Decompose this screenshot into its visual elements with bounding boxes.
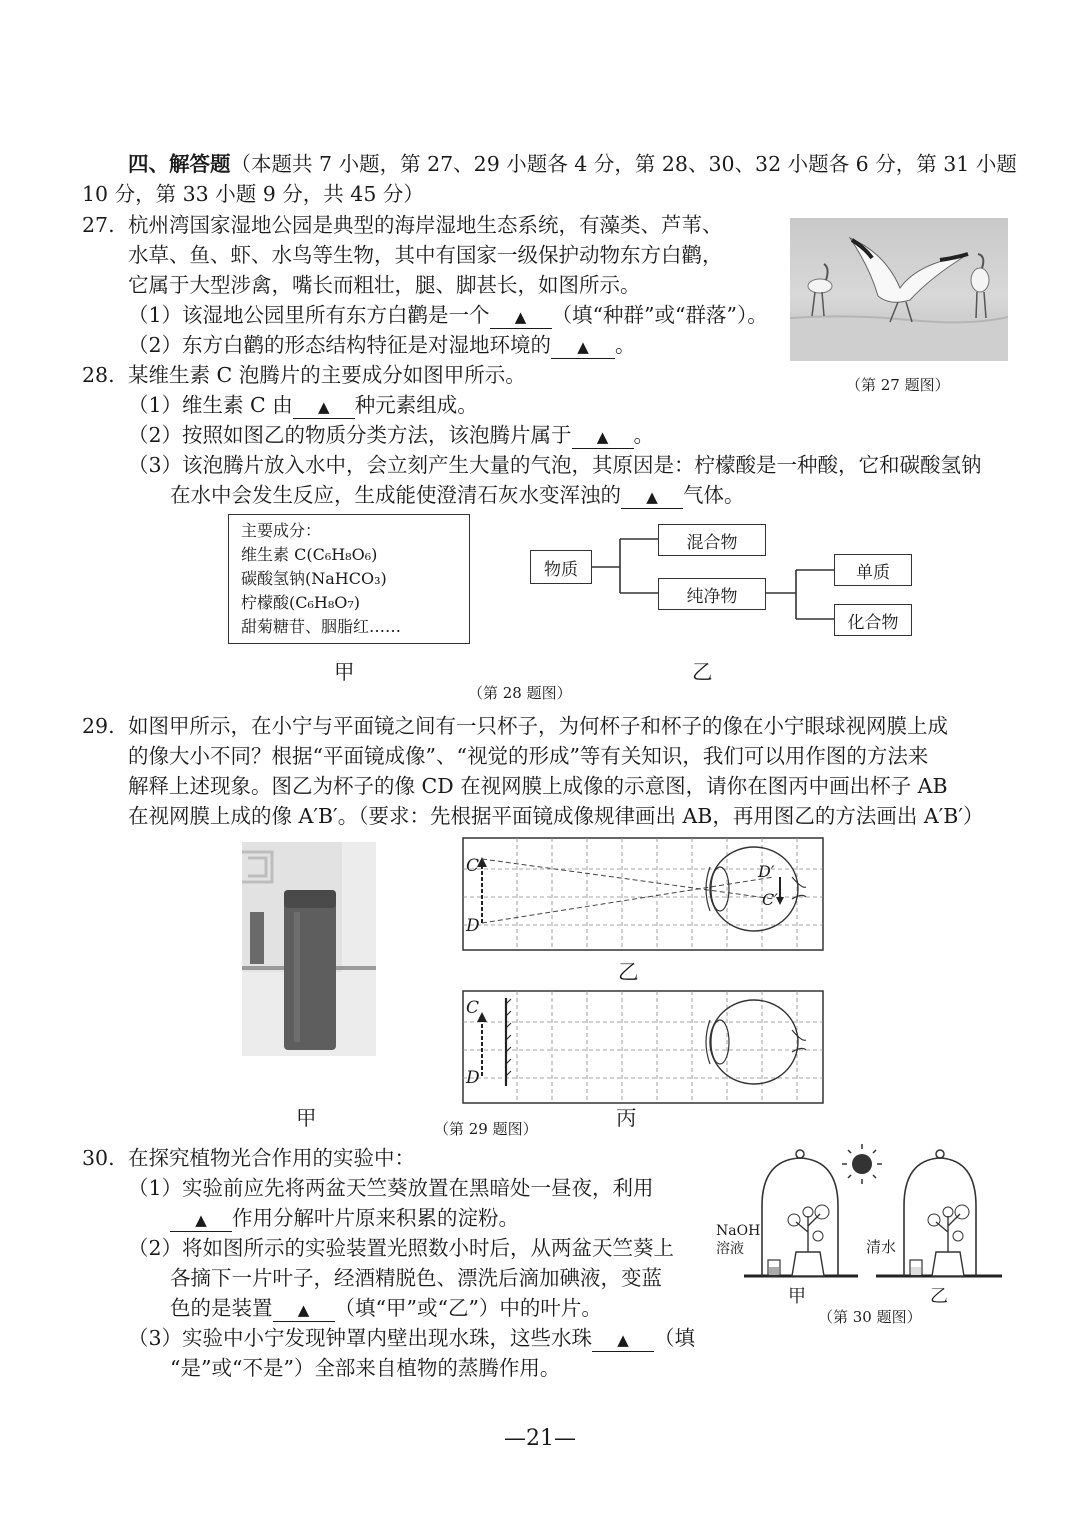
ingredient-row: 碳酸氢钠(NaHCO₃) <box>241 569 387 588</box>
point-label-C: C <box>466 856 480 876</box>
q28-part1-end: 种元素组成。 <box>354 393 478 417</box>
q28-label-jia: 甲 <box>334 660 355 684</box>
q28-label-yi: 乙 <box>692 660 713 684</box>
tree-node-element: 单质 <box>834 554 912 586</box>
naoh-label <box>716 1222 760 1258</box>
tree-node-mixture: 混合物 <box>658 524 766 556</box>
q29-line4: 在视网膜上成的像 A′B′。（要求：先根据平面镜成像规律画出 AB，再用图乙的方法画出 A′B′） <box>128 804 984 828</box>
q28-number: 28. <box>82 363 115 387</box>
q27-part1-hint: （填“种群”或“群落”）。 <box>551 303 768 327</box>
triangle-icon: ▲ <box>297 1301 310 1319</box>
q28-part3-line1: （3）该泡腾片放入水中，会立刻产生大量的气泡，其原因是：柠檬酸是一种酸，它和碳酸氢钠 <box>128 453 982 477</box>
point-label-C: C <box>466 998 480 1018</box>
triangle-icon: ▲ <box>646 488 658 506</box>
q30-caption: （第 30 题图） <box>818 1308 922 1326</box>
naoh-label-line2: 溶液 <box>716 1241 744 1257</box>
page-number: —21— <box>504 1426 576 1451</box>
naoh-label-line1: NaOH <box>716 1223 761 1239</box>
triangle-icon: ▲ <box>195 1211 207 1229</box>
q29-label-yi: 乙 <box>618 960 639 984</box>
q29-label-bing: 丙 <box>616 1106 637 1130</box>
cup-photo <box>242 842 376 1056</box>
q29-line3: 解释上述现象。图乙为杯子的像 CD 在视网膜上成像的示意图，请你在图丙中画出杯子 AB <box>128 774 948 798</box>
q28-part3-text: 在水中会发生反应，生成能使澄清石灰水变浑浊的 <box>170 483 621 507</box>
q30-part1-line2 <box>170 1204 519 1232</box>
ingredient-row: 甜菊糖苷、胭脂红…… <box>241 617 402 636</box>
q30-part1-text: 作用分解叶片原来积累的淀粉。 <box>232 1206 519 1230</box>
triangle-icon: ▲ <box>514 308 527 326</box>
tree-node-pure: 纯净物 <box>658 578 766 610</box>
triangle-icon: ▲ <box>596 428 609 446</box>
q28-part2-end: 。 <box>633 423 655 447</box>
q27-caption: （第 27 题图） <box>846 376 950 394</box>
triangle-icon: ▲ <box>617 1331 629 1349</box>
q27-part2 <box>128 331 636 359</box>
water-label: 清水 <box>866 1238 897 1256</box>
q28-part2 <box>128 421 654 449</box>
q29-line1: 如图甲所示，在小宁与平面镜之间有一只杯子，为何杯子和杯子的像在小宁眼球视网膜上成 <box>128 714 948 738</box>
answer-blank[interactable] <box>490 304 552 329</box>
section-intro-line2: 10 分，第 33 小题 9 分，共 45 分） <box>82 182 424 206</box>
q30-label-yi: 乙 <box>930 1286 948 1307</box>
triangle-icon: ▲ <box>317 398 330 416</box>
section-intro-text: （本题共 7 小题，第 27、29 小题各 4 分，第 28、30、32 小题各 6 分，第 31 小题 <box>230 152 1017 176</box>
q30-part2-line3 <box>170 1294 602 1322</box>
tree-node-root: 物质 <box>530 550 592 584</box>
sun-icon <box>842 1144 882 1184</box>
q29-line2: 的像大小不同？根据“平面镜成像”、“视觉的形成”等有关知识，我们可以用作图的方法来 <box>128 744 929 768</box>
q28-caption: （第 28 题图） <box>468 684 572 702</box>
q27-part2-end: 。 <box>615 333 636 357</box>
q27-line1: 杭州湾国家湿地公园是典型的海岸湿地生态系统，有藻类、芦苇、 <box>128 213 723 237</box>
q30-label-jia: 甲 <box>788 1286 806 1307</box>
answer-blank[interactable] <box>170 1207 232 1232</box>
q30-part2-text: 色的是装置 <box>170 1296 273 1320</box>
ingredient-row: 柠檬酸(C₆H₈O₇) <box>241 593 361 612</box>
q30-part2-line1: （2）将如图所示的实验装置光照数小时后，从两盆天竺葵上 <box>128 1236 675 1260</box>
q30-part3-hint: （填 <box>654 1326 696 1350</box>
q28-part2-text: （2）按照如图乙的物质分类方法，该泡腾片属于 <box>128 423 572 447</box>
q28-part3-line2 <box>170 481 745 509</box>
point-label-D: D <box>466 916 480 936</box>
q27-part1 <box>128 301 768 329</box>
answer-blank[interactable] <box>551 334 615 359</box>
answer-blank[interactable] <box>621 484 683 509</box>
q27-number: 27. <box>82 213 115 237</box>
ingredients-title: 主要成分： <box>241 521 322 540</box>
section-heading: 四、解答题 <box>128 152 231 176</box>
q30-part3-text: （3）实验中小宁发现钟罩内壁出现水珠，这些水珠 <box>128 1326 593 1350</box>
q30-number: 30. <box>82 1146 115 1170</box>
triangle-icon: ▲ <box>577 338 589 356</box>
point-label-C-prime: C′ <box>762 890 778 909</box>
q27-line2: 水草、鱼、虾、水鸟等生物，其中有国家一级保护动物东方白鹳， <box>128 243 723 267</box>
q30-part2-hint: （填“甲”或“乙”）中的叶片。 <box>334 1296 602 1320</box>
answer-blank[interactable] <box>572 424 634 449</box>
section-intro <box>128 150 1017 178</box>
q30-part1-line1: （1）实验前应先将两盆天竺葵放置在黑暗处一昼夜，利用 <box>128 1176 654 1200</box>
point-label-D-prime: D′ <box>758 862 775 881</box>
q27-part1-text: （1）该湿地公园里所有东方白鹳是一个 <box>128 303 490 327</box>
ingredient-row: 维生素 C(C₆H₈O₆) <box>241 545 378 564</box>
q30-part2-line2: 各摘下一片叶子，经酒精脱色、漂洗后滴加碘液，变蓝 <box>170 1266 662 1290</box>
answer-blank[interactable] <box>592 1327 654 1352</box>
q28-part3-end: 气体。 <box>683 483 745 507</box>
q27-part2-text: （2）东方白鹳的形态结构特征是对湿地环境的 <box>128 333 552 357</box>
q28-part1-text: （1）维生素 C 由 <box>128 393 293 417</box>
q27-line3: 它属于大型涉禽，嘴长而粗壮，腿、脚甚长，如图所示。 <box>128 273 641 297</box>
q29-number: 29. <box>82 714 115 738</box>
bell-jar-figure <box>740 1136 1010 1286</box>
q30-line1: 在探究植物光合作用的实验中： <box>128 1146 415 1170</box>
stork-photo <box>790 218 1008 361</box>
q28-part1 <box>128 391 478 419</box>
point-label-D: D <box>466 1068 480 1088</box>
answer-blank[interactable] <box>273 1297 335 1322</box>
q29-label-jia: 甲 <box>296 1106 317 1130</box>
q29-caption: （第 29 题图） <box>434 1120 538 1138</box>
tree-node-compound: 化合物 <box>834 604 912 636</box>
ingredients-box <box>228 514 470 644</box>
answer-blank[interactable] <box>293 394 355 419</box>
diagram-bing[interactable] <box>462 990 824 1104</box>
q30-part3-line2: “是”或“不是”）全部来自植物的蒸腾作用。 <box>170 1356 561 1380</box>
q28-line1: 某维生素 C 泡腾片的主要成分如图甲所示。 <box>128 363 526 387</box>
q30-part3-line1 <box>128 1324 695 1352</box>
